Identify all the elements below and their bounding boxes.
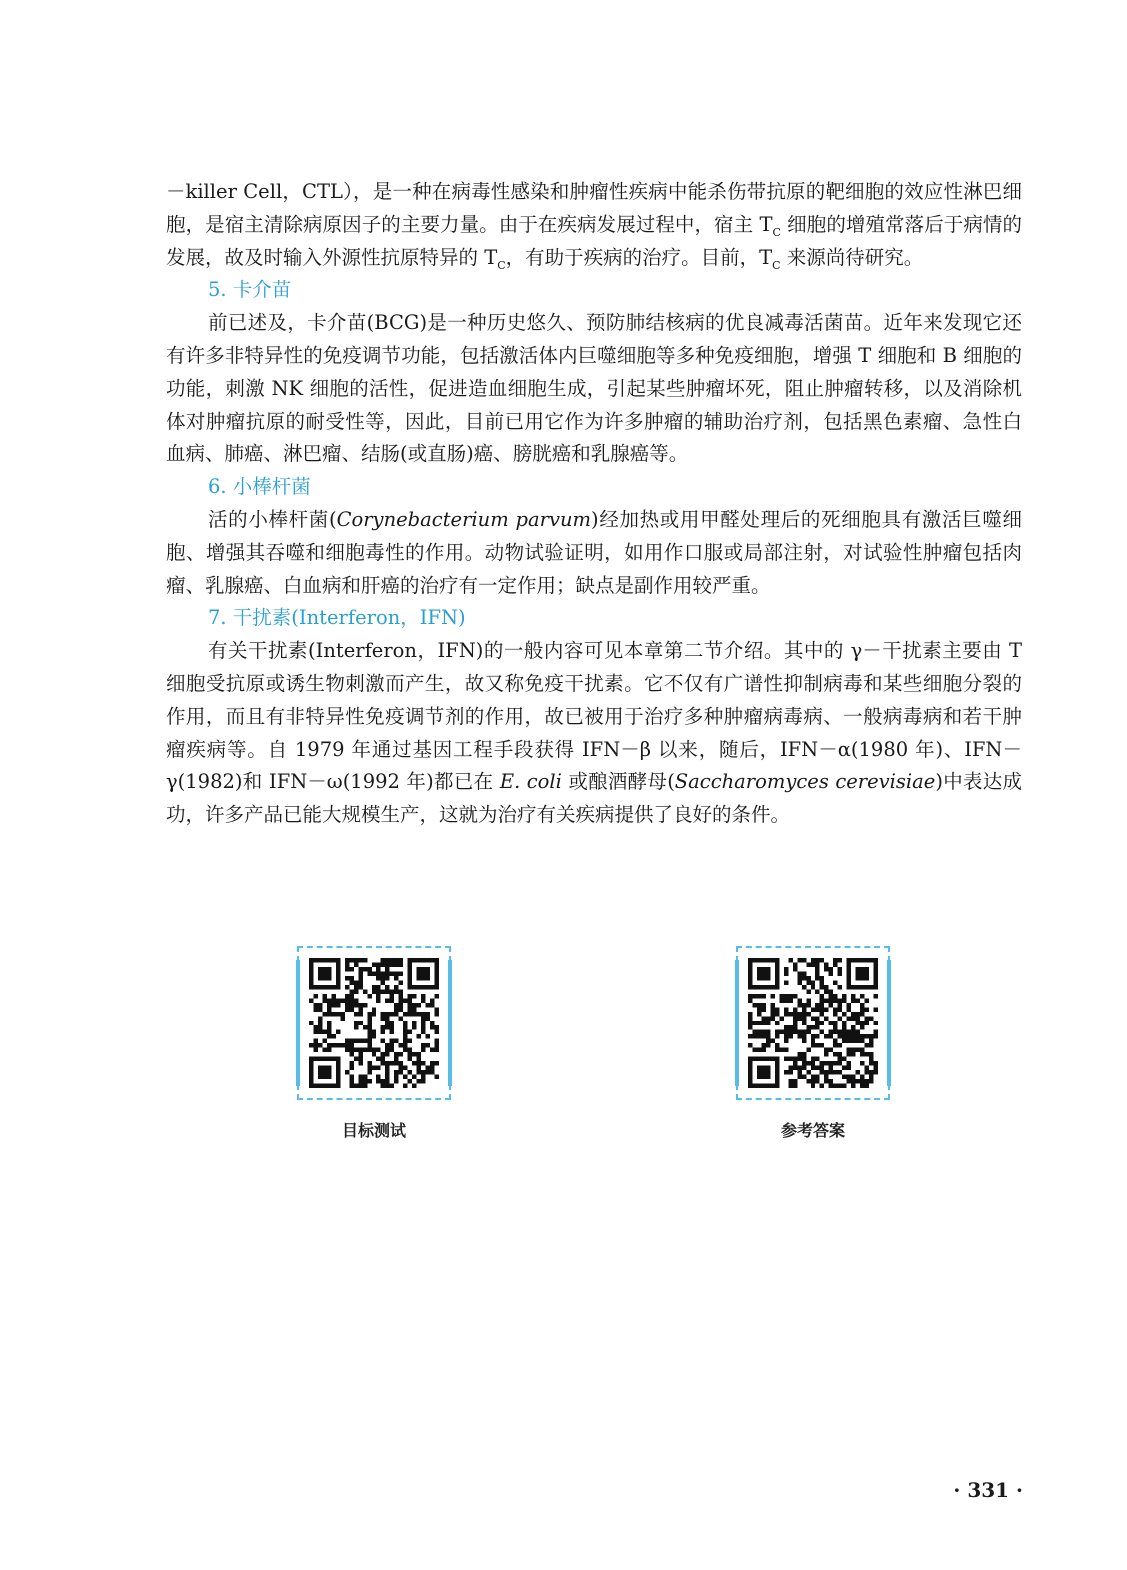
text-run: )经加热或用甲醛处理后的死细胞具有激活巨噬细胞、增强其吞噬和细胞毒性的作用。动物试验证明，如用作口服或局部注射，对试验性肿瘤包括肉瘤、乳腺癌、白血病和肝癌的治疗有一定作用；缺点是副作用较严重。: [166, 507, 1023, 597]
paragraph-corynebacterium: [166, 504, 1022, 602]
italic-term: Corynebacterium parvum: [336, 507, 592, 531]
text-run: ，有助于疾病的治疗。目前，T: [505, 245, 773, 269]
section-heading-corynebacterium: 6. 小棒杆菌: [208, 475, 311, 499]
text-run: 活的小棒杆菌(: [208, 507, 337, 531]
qr-code-target-test[interactable]: [297, 946, 451, 1100]
qr-code-reference-answer[interactable]: [736, 946, 890, 1100]
page-body: [166, 176, 1022, 832]
paragraph-ctl: [166, 176, 1022, 274]
text-run: )中表达成功，许多产品已能大规模生产，这就为治疗有关疾病提供了良好的条件。: [166, 770, 1022, 827]
paragraph-interferon: [166, 635, 1022, 832]
text-run: 来源尚待研究。: [780, 245, 924, 269]
subscript: C: [772, 225, 781, 239]
text-run: 有关干扰素(Interferon，IFN)的一般内容可见本章第二节介绍。其中的 γ－干扰素主要由 T 细胞受抗原或诱生物刺激而产生，故又称免疫干扰素。它不仅有广谱性抑制病毒和某些细胞分裂的作用，而且有非特异性免疫调节剂的作用，故已被用于治疗多种肿瘤病毒病、一般病毒病和若干肿瘤疾病等。自 1979 年通过基因工程手段获得 IFN－β 以来，随后，IFN－α(1980 年)、IFN－γ(1982)和 IFN－ω(1992 年)都已在: [166, 639, 1022, 794]
paragraph-bcg: 前已述及，卡介苗(BCG)是一种历史悠久、预防肺结核病的优良减毒活菌苗。近年来发现它还有许多非特异性的免疫调节功能，包括激活体内巨噬细胞等多种免疫细胞，增强 T 细胞和 B 细胞的功能，刺激 NK 细胞的活性，促进造血细胞生成，引起某些肿瘤坏死，阻止肿瘤转移，以及消除机体对肿瘤抗原的耐受性等，因此，目前已用它作为许多肿瘤的辅助治疗剂，包括黑色素瘤、急性白血病、肺癌、淋巴瘤、结肠(或直肠)癌、膀胱癌和乳腺癌等。: [166, 311, 1022, 466]
section-heading-bcg: 5. 卡介苗: [208, 278, 292, 302]
qr-code-icon[interactable]: [748, 958, 878, 1088]
text-run: －killer Cell，CTL），是一种在病毒性感染和肿瘤性疾病中能杀伤带抗原的靶细胞的效应性淋巴细胞，是宿主清除病原因子的主要力量。由于在疾病发展过程中，宿主 T: [166, 180, 1022, 236]
text-run: 细胞的增殖常落后于病情的发展，故及时输入外源性抗原特异的 T: [166, 212, 1022, 269]
italic-term: Saccharomyces cerevisiae: [674, 770, 936, 794]
qr-code-icon[interactable]: [309, 958, 439, 1088]
page-number: · 331 ·: [953, 1478, 1023, 1502]
section-heading-interferon: 7. 干扰素(Interferon，IFN): [208, 606, 466, 630]
italic-term: E. coli: [499, 770, 562, 794]
subscript: C: [772, 258, 781, 272]
subscript: C: [497, 258, 506, 272]
qr-caption-reference-answer: 参考答案: [780, 1121, 845, 1140]
qr-caption-target-test: 目标测试: [341, 1121, 406, 1140]
text-run: 或酿酒酵母(: [561, 770, 675, 794]
